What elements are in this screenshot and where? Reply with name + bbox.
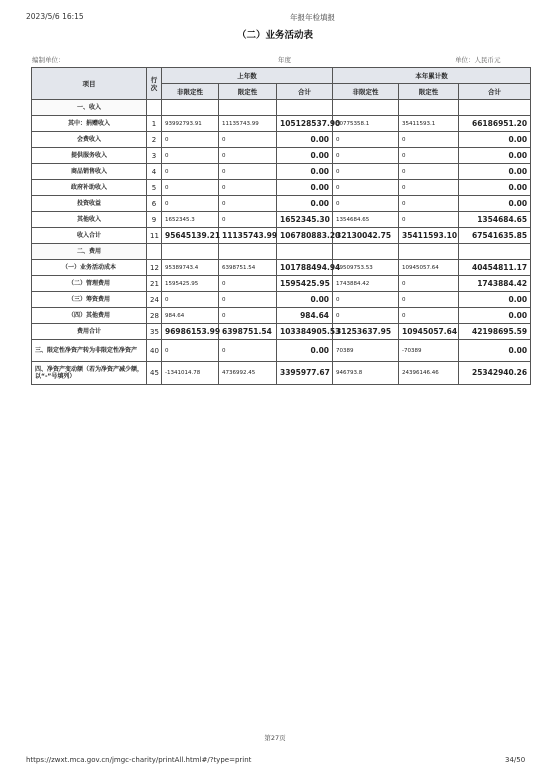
prev-total: 0.00 (277, 196, 333, 212)
col-header-prev-unrestricted: 非限定性 (162, 84, 219, 100)
prev-restricted: 0 (219, 212, 277, 228)
prev-total: 103384905.53 (277, 324, 333, 340)
col-header-current-year: 本年累计数 (333, 68, 531, 84)
prev-restricted: 6398751.54 (219, 324, 277, 340)
table-row (32, 148, 531, 164)
row-line: 35 (147, 324, 162, 340)
table-row (32, 180, 531, 196)
row-name: 提供服务收入 (32, 148, 147, 164)
cur-total: 1354684.65 (459, 212, 531, 228)
prev-restricted: 0 (219, 196, 277, 212)
prev-total: 105128537.90 (277, 116, 333, 132)
table-row (32, 116, 531, 132)
cur-restricted: 0 (399, 196, 459, 212)
prev-restricted: 0 (219, 292, 277, 308)
cur-unrestricted: 0 (333, 132, 399, 148)
prev-total: 3395977.67 (277, 362, 333, 385)
row-name: 收入合计 (32, 228, 147, 244)
prev-unrestricted: 0 (162, 292, 219, 308)
cur-unrestricted: 0 (333, 308, 399, 324)
section-row-income (32, 100, 531, 116)
cur-unrestricted: 0 (333, 164, 399, 180)
empty-cell (277, 100, 333, 116)
cur-unrestricted: 31253637.95 (333, 324, 399, 340)
table-row (32, 196, 531, 212)
col-header-item: 项目 (32, 68, 147, 100)
prev-total: 1652345.30 (277, 212, 333, 228)
row-line: 45 (147, 362, 162, 385)
row-line: 1 (147, 116, 162, 132)
prev-unrestricted: 95389743.4 (162, 260, 219, 276)
prev-unrestricted: 0 (162, 132, 219, 148)
table-row-expense-total (32, 324, 531, 340)
prev-total: 0.00 (277, 340, 333, 362)
col-header-prev-restricted: 限定性 (219, 84, 277, 100)
cur-total: 40454811.17 (459, 260, 531, 276)
row-line: 3 (147, 148, 162, 164)
col-header-cur-unrestricted: 非限定性 (333, 84, 399, 100)
cur-restricted: 0 (399, 148, 459, 164)
prev-unrestricted: 96986153.99 (162, 324, 219, 340)
cur-total: 66186951.20 (459, 116, 531, 132)
cur-unrestricted: 0 (333, 180, 399, 196)
prev-unrestricted: 1652345.3 (162, 212, 219, 228)
prev-unrestricted: 95645139.21 (162, 228, 219, 244)
row-name: 投资收益 (32, 196, 147, 212)
row-line: 11 (147, 228, 162, 244)
empty-cell (147, 244, 162, 260)
cur-restricted: 35411593.10 (399, 228, 459, 244)
col-header-cur-total: 合计 (459, 84, 531, 100)
prev-unrestricted: 0 (162, 196, 219, 212)
cur-unrestricted: 30775358.1 (333, 116, 399, 132)
cur-total: 0.00 (459, 164, 531, 180)
prev-restricted: 0 (219, 132, 277, 148)
cur-unrestricted: 70389 (333, 340, 399, 362)
print-url: https://zwxt.mca.gov.cn/jmgc-charity/printAll.html#/?type=print (26, 756, 252, 764)
prev-restricted: 11135743.99 (219, 228, 277, 244)
row-line: 28 (147, 308, 162, 324)
prev-unrestricted: -1341014.78 (162, 362, 219, 385)
cur-unrestricted: 32130042.75 (333, 228, 399, 244)
print-datetime: 2023/5/6 16:15 (26, 12, 84, 21)
row-name: 其他收入 (32, 212, 147, 228)
prev-restricted: 6398751.54 (219, 260, 277, 276)
empty-cell (162, 100, 219, 116)
prev-total: 101788494.94 (277, 260, 333, 276)
prev-restricted: 11135743.99 (219, 116, 277, 132)
table-row (32, 292, 531, 308)
row-name: 费用合计 (32, 324, 147, 340)
table-row (32, 340, 531, 362)
cur-unrestricted: 0 (333, 196, 399, 212)
row-name: 政府补助收入 (32, 180, 147, 196)
cur-total: 67541635.85 (459, 228, 531, 244)
cur-restricted: 0 (399, 180, 459, 196)
prev-total: 984.64 (277, 308, 333, 324)
cur-restricted: 35411593.1 (399, 116, 459, 132)
prev-restricted: 4736992.45 (219, 362, 277, 385)
year-label: 年度 (278, 56, 291, 64)
prev-total: 1595425.95 (277, 276, 333, 292)
row-line: 24 (147, 292, 162, 308)
prev-unrestricted: 0 (162, 148, 219, 164)
row-line: 6 (147, 196, 162, 212)
cur-total: 0.00 (459, 148, 531, 164)
row-line: 2 (147, 132, 162, 148)
col-header-cur-restricted: 限定性 (399, 84, 459, 100)
cur-total: 0.00 (459, 292, 531, 308)
cur-unrestricted: 0 (333, 148, 399, 164)
row-name: （二）管理费用 (32, 276, 147, 292)
row-name: （一）业务活动成本 (32, 260, 147, 276)
prev-total: 106780883.20 (277, 228, 333, 244)
cur-total: 0.00 (459, 196, 531, 212)
empty-cell (219, 244, 277, 260)
prev-restricted: 0 (219, 276, 277, 292)
prev-restricted: 0 (219, 340, 277, 362)
cur-restricted: 0 (399, 212, 459, 228)
cur-restricted: 10945057.64 (399, 260, 459, 276)
cur-restricted: -70389 (399, 340, 459, 362)
table-row (32, 212, 531, 228)
prev-restricted: 0 (219, 308, 277, 324)
business-activity-table (31, 67, 531, 385)
cur-total: 0.00 (459, 308, 531, 324)
table-row (32, 132, 531, 148)
prev-total: 0.00 (277, 292, 333, 308)
prev-unrestricted: 1595425.95 (162, 276, 219, 292)
row-name: （四）其他费用 (32, 308, 147, 324)
empty-cell (147, 100, 162, 116)
prev-unrestricted: 984.64 (162, 308, 219, 324)
prev-unrestricted: 0 (162, 164, 219, 180)
cur-total: 25342940.26 (459, 362, 531, 385)
org-label: 编制单位： (32, 56, 65, 64)
cur-total: 0.00 (459, 132, 531, 148)
print-header-title: 年报年检填报 (290, 13, 335, 22)
section-label: 二、费用 (32, 244, 147, 260)
empty-cell (399, 244, 459, 260)
row-line: 40 (147, 340, 162, 362)
table-row (32, 260, 531, 276)
unit-label: 单位：人民币元 (455, 56, 501, 64)
prev-restricted: 0 (219, 180, 277, 196)
cur-restricted: 0 (399, 308, 459, 324)
prev-unrestricted: 93992793.91 (162, 116, 219, 132)
col-header-line: 行次 (147, 68, 162, 100)
cur-restricted: 0 (399, 164, 459, 180)
empty-cell (459, 244, 531, 260)
section-row-expense (32, 244, 531, 260)
document-title: （二）业务活动表 (236, 30, 313, 41)
cur-restricted: 0 (399, 132, 459, 148)
row-name: 商品销售收入 (32, 164, 147, 180)
empty-cell (277, 244, 333, 260)
row-line: 4 (147, 164, 162, 180)
table-row (32, 362, 531, 385)
prev-unrestricted: 0 (162, 340, 219, 362)
row-name: 三、限定性净资产转为非限定性净资产 (32, 340, 147, 362)
cur-unrestricted: 1354684.65 (333, 212, 399, 228)
table-row (32, 276, 531, 292)
row-name: 会费收入 (32, 132, 147, 148)
table-header-row (32, 68, 531, 84)
cur-restricted: 0 (399, 292, 459, 308)
empty-cell (333, 100, 399, 116)
cur-restricted: 0 (399, 276, 459, 292)
row-line: 5 (147, 180, 162, 196)
cur-restricted: 24396146.46 (399, 362, 459, 385)
cur-unrestricted: 946793.8 (333, 362, 399, 385)
empty-cell (219, 100, 277, 116)
prev-total: 0.00 (277, 180, 333, 196)
print-page-number: 34/50 (505, 756, 526, 764)
cur-unrestricted: 0 (333, 292, 399, 308)
empty-cell (399, 100, 459, 116)
col-header-prev-year: 上年数 (162, 68, 333, 84)
cur-total: 1743884.42 (459, 276, 531, 292)
prev-total: 0.00 (277, 148, 333, 164)
empty-cell (333, 244, 399, 260)
col-header-prev-total: 合计 (277, 84, 333, 100)
row-line: 12 (147, 260, 162, 276)
empty-cell (459, 100, 531, 116)
table-row (32, 164, 531, 180)
page-label: 第27页 (264, 734, 286, 742)
prev-total: 0.00 (277, 132, 333, 148)
table-row-income-total (32, 228, 531, 244)
section-label: 一、收入 (32, 100, 147, 116)
prev-restricted: 0 (219, 164, 277, 180)
cur-total: 0.00 (459, 180, 531, 196)
row-line: 9 (147, 212, 162, 228)
empty-cell (162, 244, 219, 260)
row-name: （三）筹资费用 (32, 292, 147, 308)
cur-restricted: 10945057.64 (399, 324, 459, 340)
row-line: 21 (147, 276, 162, 292)
table-row (32, 308, 531, 324)
prev-total: 0.00 (277, 164, 333, 180)
row-name: 其中：捐赠收入 (32, 116, 147, 132)
cur-unrestricted: 1743884.42 (333, 276, 399, 292)
row-name: 四、净资产变动额（若为净资产减少额，以“-”号填列） (32, 362, 147, 385)
cur-total: 42198695.59 (459, 324, 531, 340)
cur-total: 0.00 (459, 340, 531, 362)
cur-unrestricted: 29509753.53 (333, 260, 399, 276)
prev-restricted: 0 (219, 148, 277, 164)
prev-unrestricted: 0 (162, 180, 219, 196)
